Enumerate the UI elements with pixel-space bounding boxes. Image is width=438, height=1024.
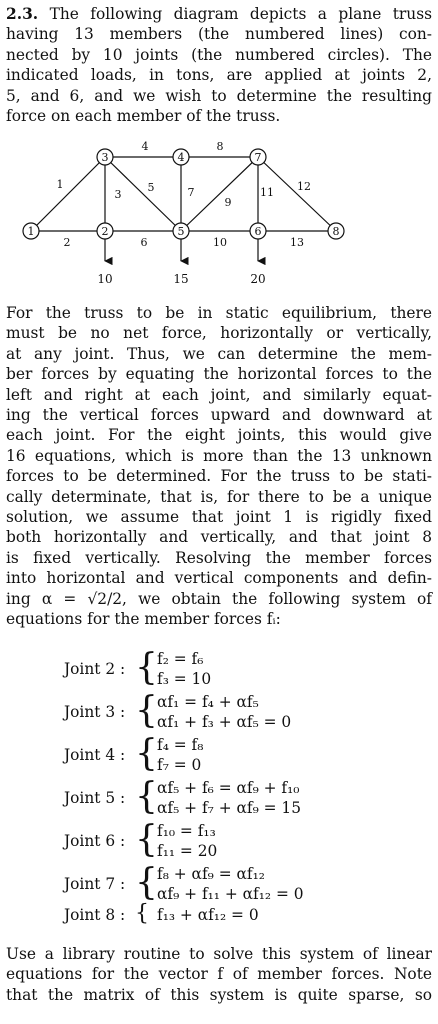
joint-4 bbox=[173, 149, 189, 165]
member-label-8: 8 bbox=[216, 140, 224, 153]
load-labels bbox=[97, 272, 265, 286]
joints bbox=[23, 149, 344, 239]
body-line-16: equations for the member forces fᵢ: bbox=[6, 610, 281, 629]
joint-8 bbox=[328, 223, 344, 239]
body-line-12: both horizontally and vertically, and that joint 8 bbox=[6, 528, 432, 547]
problem-number: 2.3. bbox=[6, 5, 39, 23]
equation-group-joint-6 bbox=[0, 820, 438, 864]
member-label-9: 9 bbox=[224, 196, 232, 209]
brace-symbol: { bbox=[135, 901, 149, 926]
member-label-10: 10 bbox=[213, 236, 227, 249]
joint-2 bbox=[97, 223, 113, 239]
equation: f₁₁ = 20 bbox=[157, 842, 218, 860]
body-line-10: cally determinate, that is, for there to be a unique bbox=[6, 487, 432, 506]
body-line-5: left and right at each joint, and similarly equat- bbox=[6, 385, 432, 404]
equation-group-joint-5 bbox=[0, 777, 438, 821]
member-label-13: 13 bbox=[290, 236, 304, 249]
joint-label: Joint 8 : bbox=[64, 906, 126, 924]
brace-symbol: { bbox=[135, 862, 158, 903]
brace-symbol: { bbox=[135, 690, 158, 731]
equation: f₁₃ + αf₁₂ = 0 bbox=[157, 906, 259, 924]
equation: αf₉ + f₁₁ + αf₁₂ = 0 bbox=[157, 885, 304, 903]
member-label-11: 11 bbox=[260, 186, 274, 199]
joint-1 bbox=[23, 223, 39, 239]
intro-line-3: nected by 10 joints (the numbered circles). The bbox=[6, 45, 432, 64]
joint-label: Joint 5 : bbox=[64, 789, 126, 807]
member-label-7: 7 bbox=[187, 186, 195, 199]
joint-3 bbox=[97, 149, 113, 165]
intro-line-5: 5, and 6, and we wish to determine the resulting bbox=[6, 86, 432, 105]
load-label-20: 20 bbox=[250, 272, 266, 286]
joint-label: Joint 6 : bbox=[64, 832, 126, 850]
intro-line-6: force on each member of the truss. bbox=[6, 107, 281, 126]
equation: f₈ + αf₉ = αf₁₂ bbox=[157, 865, 265, 883]
joint-label-3: 3 bbox=[101, 151, 109, 164]
equation: f₂ = f₆ bbox=[157, 650, 204, 668]
body-line-13: is fixed vertically. Resolving the member forces bbox=[6, 548, 432, 567]
body-line-9: forces to be determined. For the truss to be stati- bbox=[6, 467, 432, 486]
equation: αf₁ + f₃ + αf₅ = 0 bbox=[157, 713, 292, 731]
equation: f₇ = 0 bbox=[157, 756, 202, 774]
equation: f₃ = 10 bbox=[157, 670, 212, 688]
equation-group-joint-4 bbox=[0, 734, 438, 778]
brace-symbol: { bbox=[135, 776, 158, 817]
equation-group-joint-7 bbox=[0, 863, 438, 907]
brace-symbol: { bbox=[135, 733, 158, 774]
joint-label-4: 4 bbox=[177, 151, 185, 164]
body-line-3: at any joint. Thus, we can determine the mem- bbox=[6, 344, 432, 363]
body-line-1: For the truss to be in static equilibrium, there bbox=[6, 304, 432, 322]
body-line-4: ber forces by equating the horizontal forces to the bbox=[6, 365, 432, 384]
joint-label-7: 7 bbox=[254, 151, 262, 164]
intro-paragraph bbox=[6, 4, 432, 126]
body-line-14: into horizontal and vertical components and defin- bbox=[6, 569, 432, 588]
closing-paragraph bbox=[6, 944, 432, 1005]
load-label-10: 10 bbox=[97, 272, 113, 286]
closing-line-1: Use a library routine to solve this system of linear bbox=[6, 945, 432, 963]
joint-label: Joint 3 : bbox=[64, 703, 126, 721]
joint-label-8: 8 bbox=[332, 225, 340, 238]
joint-label-1: 1 bbox=[27, 225, 35, 238]
closing-line-3: that the matrix of this system is quite sparse, so bbox=[6, 985, 432, 1004]
body-line-15: ing α = √2/2, we obtain the following system of bbox=[6, 589, 432, 608]
joint-5 bbox=[173, 223, 189, 239]
joint-label: Joint 7 : bbox=[64, 875, 126, 893]
intro-line-1: 2.3. The following diagram depicts a plane truss bbox=[6, 5, 432, 23]
member-label-1: 1 bbox=[56, 178, 64, 191]
joint-label: Joint 4 : bbox=[64, 746, 126, 764]
equation: αf₁ = f₄ + αf₅ bbox=[157, 693, 259, 711]
load-arrows bbox=[105, 238, 258, 261]
body-line-7: each joint. For the eight joints, this would give bbox=[6, 426, 432, 445]
member-label-5: 5 bbox=[147, 181, 155, 194]
equation: f₄ = f₈ bbox=[157, 736, 204, 754]
joint-label-2: 2 bbox=[101, 225, 109, 238]
joint-label-6: 6 bbox=[254, 225, 262, 238]
brace-symbol: { bbox=[135, 647, 158, 688]
joint-label: Joint 2 : bbox=[64, 660, 126, 678]
brace-symbol: { bbox=[135, 819, 158, 860]
equilibrium-paragraph bbox=[6, 303, 432, 630]
equation-group-joint-2 bbox=[0, 648, 438, 692]
body-line-6: ing the vertical forces upward and downward at bbox=[6, 406, 432, 425]
member-label-12: 12 bbox=[297, 180, 311, 193]
body-line-8: 16 equations, which is more than the 13 unknown bbox=[6, 446, 432, 465]
body-line-11: solution, we assume that joint 1 is rigidly fixed bbox=[6, 508, 432, 527]
member-label-6: 6 bbox=[140, 236, 148, 249]
truss-members bbox=[31, 157, 336, 231]
equation: αf₅ + f₇ + αf₉ = 15 bbox=[157, 799, 302, 817]
equation-group-joint-3 bbox=[0, 691, 438, 735]
member-label-2: 2 bbox=[63, 236, 71, 249]
joint-label-5: 5 bbox=[177, 225, 185, 238]
member-1-line bbox=[31, 157, 105, 231]
member-label-4: 4 bbox=[141, 140, 149, 153]
intro-line-2: having 13 members (the numbered lines) con- bbox=[6, 25, 432, 44]
equation-system bbox=[0, 648, 438, 938]
joint-6 bbox=[250, 223, 266, 239]
joint-7 bbox=[250, 149, 266, 165]
load-label-15: 15 bbox=[173, 272, 189, 286]
truss-diagram bbox=[0, 130, 438, 295]
intro-line-4: indicated loads, in tons, are applied at joints 2, bbox=[6, 66, 432, 85]
closing-line-2: equations for the vector f of member forces. Note bbox=[6, 965, 432, 984]
member-label-3: 3 bbox=[114, 188, 122, 201]
equation: αf₅ + f₆ = αf₉ + f₁₀ bbox=[157, 779, 300, 797]
equation: f₁₀ = f₁₃ bbox=[157, 822, 216, 840]
body-line-2: must be no net force, horizontally or vertically, bbox=[6, 324, 432, 343]
